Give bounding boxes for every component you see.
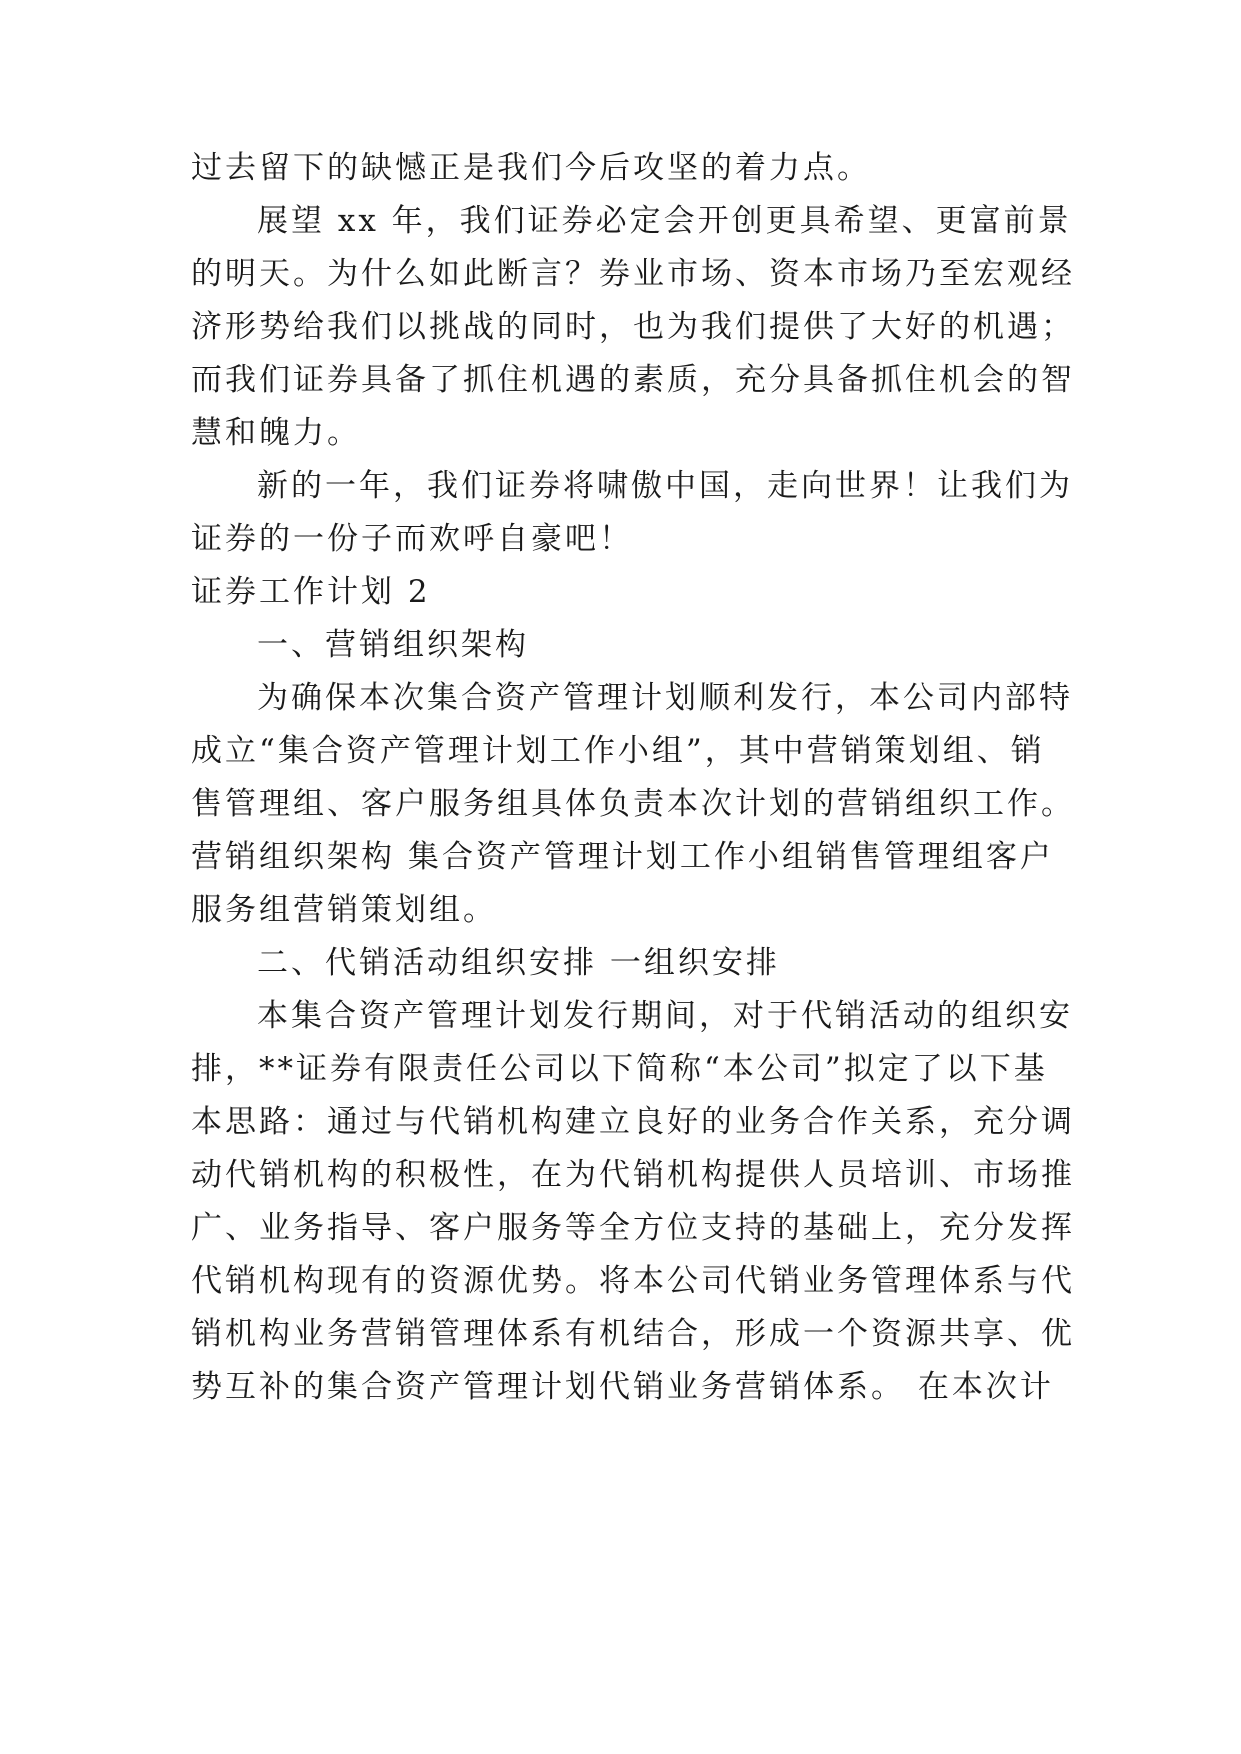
text-line: 售管理组、客户服务组具体负责本次计划的营销组织工作。	[191, 786, 1075, 822]
text-line: 营销组织架构 集合资产管理计划工作小组销售管理组客户	[191, 839, 1054, 875]
text-line: 代销机构现有的资源优势。将本公司代销业务管理体系与代	[191, 1263, 1075, 1299]
section-heading: 二、代销活动组织安排 一组织安排	[257, 945, 780, 981]
text-line: 排，**证券有限责任公司以下简称“本公司”拟定了以下基	[191, 1051, 1048, 1087]
text-line: 证券的一份子而欢呼自豪吧！	[191, 521, 633, 557]
text-line: 新的一年，我们证券将啸傲中国，走向世界！让我们为	[257, 468, 1073, 504]
text-line: 展望 xx 年，我们证券必定会开创更具希望、更富前景	[257, 203, 1072, 239]
text-line: 广、业务指导、客户服务等全方位支持的基础上，充分发挥	[191, 1210, 1075, 1246]
section-title: 证券工作计划 2	[191, 574, 431, 610]
text-line: 动代销机构的积极性，在为代销机构提供人员培训、市场推	[191, 1157, 1075, 1193]
text-line: 为确保本次集合资产管理计划顺利发行，本公司内部特	[257, 680, 1073, 716]
section-heading: 一、营销组织架构	[257, 627, 529, 663]
text-line: 本集合资产管理计划发行期间，对于代销活动的组织安	[257, 998, 1073, 1034]
text-line: 成立“集合资产管理计划工作小组”，其中营销策划组、销	[191, 733, 1045, 769]
text-line: 销机构业务营销管理体系有机结合，形成一个资源共享、优	[191, 1316, 1075, 1352]
text-line: 的明天。为什么如此断言？券业市场、资本市场乃至宏观经	[191, 256, 1075, 292]
text-line: 本思路：通过与代销机构建立良好的业务合作关系，充分调	[191, 1104, 1075, 1140]
text-line: 慧和魄力。	[191, 415, 361, 451]
text-line: 势互补的集合资产管理计划代销业务营销体系。 在本次计	[191, 1369, 1054, 1405]
text-line: 过去留下的缺憾正是我们今后攻坚的着力点。	[191, 150, 871, 186]
text-line: 而我们证券具备了抓住机遇的素质，充分具备抓住机会的智	[191, 362, 1075, 398]
text-line: 服务组营销策划组。	[191, 892, 497, 928]
text-line: 济形势给我们以挑战的同时，也为我们提供了大好的机遇；	[191, 309, 1075, 345]
